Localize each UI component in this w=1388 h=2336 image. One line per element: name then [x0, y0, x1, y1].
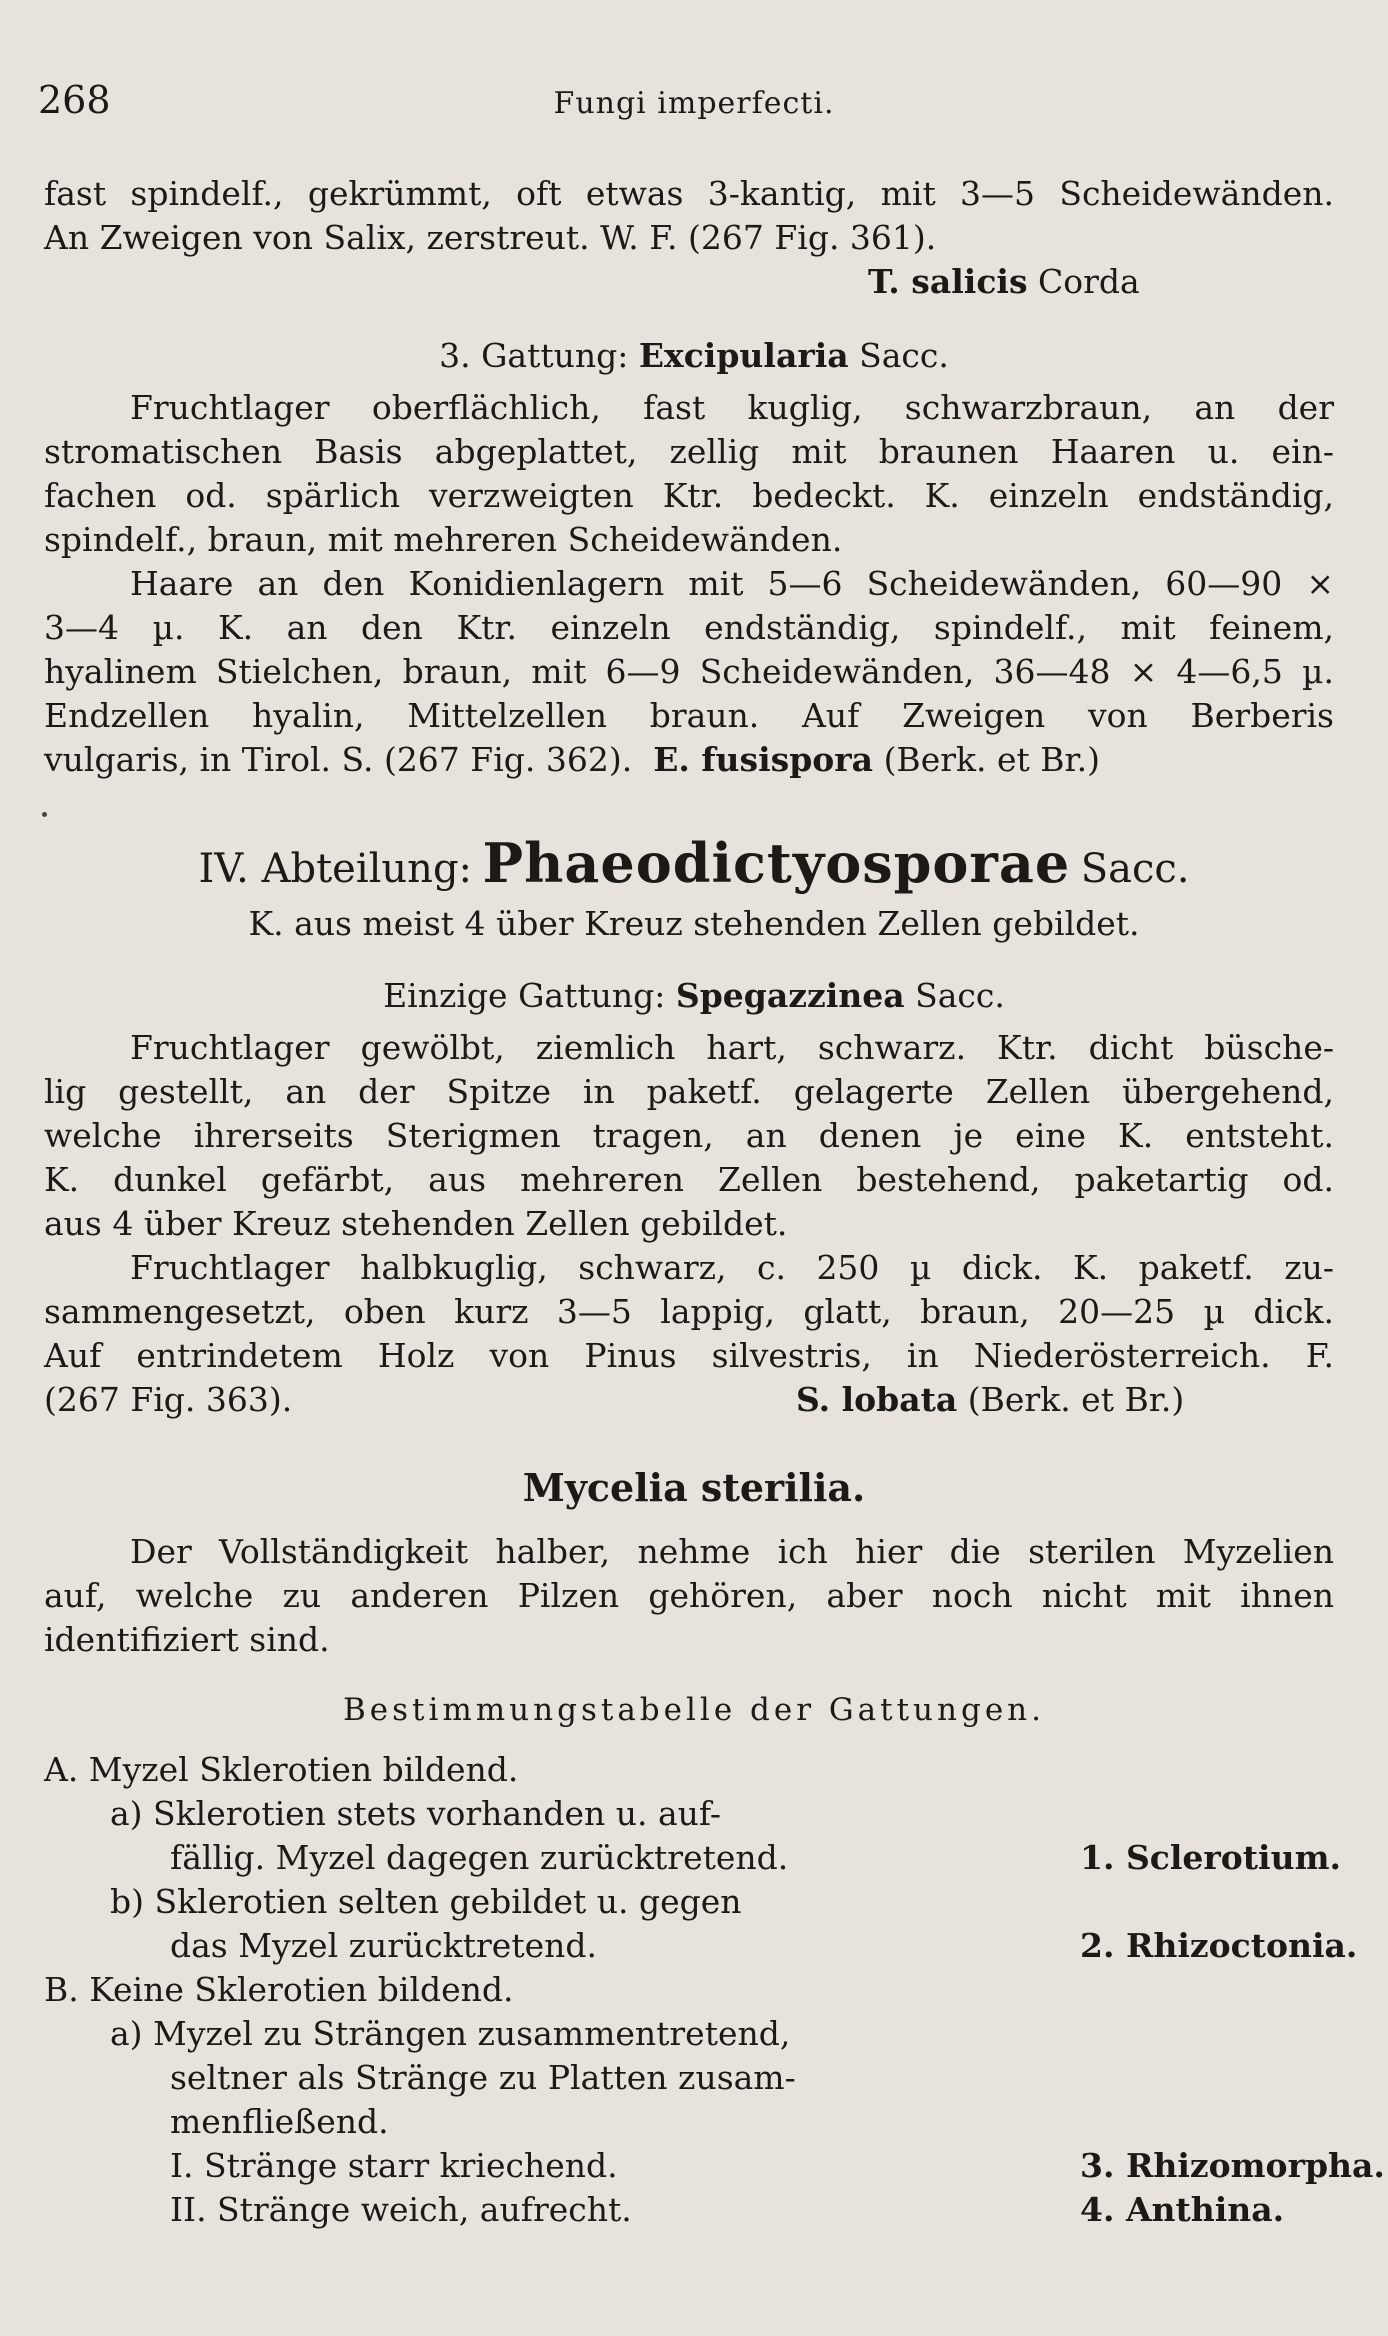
text-line: identifiziert sind.	[44, 1620, 330, 1659]
author: Corda	[1038, 262, 1140, 301]
text-line: fast spindelf., gekrümmt, oft etwas 3-kantig, mit 3—5 Scheidewänden.	[44, 174, 1334, 213]
division-heading	[0, 830, 1388, 904]
division-name: Phaeodictyosporae	[482, 831, 1071, 895]
genus-heading-prefix: 3. Gattung:	[439, 336, 629, 375]
text-line: spindelf., braun, mit mehreren Scheidewänden.	[44, 520, 843, 559]
text-line: Fruchtlager gewölbt, ziemlich hart, schwarz. Ktr. dicht büsche-	[130, 1028, 1334, 1067]
genus-author: Sacc.	[915, 976, 1005, 1015]
page-number: 268	[38, 78, 111, 122]
text-line: K. aus meist 4 über Kreuz stehenden Zellen gebildet.	[248, 904, 1140, 943]
species-name: S. lobata	[796, 1380, 958, 1419]
text-line: 3—4 µ. K. an den Ktr. einzeln endständig, spindelf., mit feinem,	[44, 608, 1334, 647]
text-line: vulgaris, in Tirol. S. (267 Fig. 362).	[44, 740, 633, 779]
genus-name: Spegazzinea	[675, 976, 905, 1015]
running-title: Fungi imperfecti.	[553, 86, 835, 121]
text-line: auf, welche zu anderen Pilzen gehören, aber noch nicht mit ihnen	[44, 1576, 1334, 1615]
species-name: E. fusispora	[653, 740, 874, 779]
species-line	[868, 260, 1288, 304]
author: (Berk. et Br.)	[967, 1380, 1185, 1419]
key-result: 2. Rhizoctonia.	[1080, 1926, 1358, 1965]
key-entry: seltner als Stränge zu Platten zusam-	[170, 2058, 796, 2097]
key-entry	[170, 2144, 1388, 2188]
key-entry: b) Sklerotien selten gebildet u. gegen	[110, 1882, 742, 1921]
key-result: 3. Rhizomorpha.	[1080, 2146, 1385, 2185]
species-line	[44, 1378, 1334, 1422]
text-line: Der Vollständigkeit halber, nehme ich hier die sterilen Myzelien	[130, 1532, 1334, 1571]
text-line: Fruchtlager oberflächlich, fast kuglig, schwarzbraun, an der	[130, 388, 1334, 427]
division-author: Sacc.	[1080, 846, 1190, 892]
text-line: (267 Fig. 363).	[44, 1380, 293, 1419]
key-entry-text: fällig. Myzel dagegen zurücktretend.	[170, 1838, 789, 1877]
text-line: Fruchtlager halbkuglig, schwarz, c. 250 µ dick. K. paketf. zu-	[130, 1248, 1334, 1287]
key-entry	[170, 2188, 1388, 2232]
section-heading: Mycelia sterilia.	[522, 1465, 866, 1510]
species-name: T. salicis	[868, 262, 1028, 301]
key-result: 1. Sclerotium.	[1080, 1838, 1341, 1877]
text-line: stromatischen Basis abgeplattet, zellig mit braunen Haaren u. ein-	[44, 432, 1334, 471]
key-entry: a) Sklerotien stets vorhanden u. auf-	[110, 1794, 722, 1833]
key-entry: B. Keine Sklerotien bildend.	[44, 1970, 514, 2009]
text-line: Endzellen hyalin, Mittelzellen braun. Auf Zweigen von Berberis	[44, 696, 1334, 735]
text-line: sammengesetzt, oben kurz 3—5 lappig, glatt, braun, 20—25 µ dick.	[44, 1292, 1334, 1331]
division-prefix: IV. Abteilung:	[198, 846, 473, 892]
ink-dot	[42, 812, 47, 817]
key-entry-text: das Myzel zurücktretend.	[170, 1926, 597, 1965]
text-line: aus 4 über Kreuz stehenden Zellen gebildet.	[44, 1204, 788, 1243]
text-line: Haare an den Konidienlagern mit 5—6 Scheidewänden, 60—90 ×	[130, 564, 1334, 603]
species-entry	[796, 1378, 1184, 1422]
author: (Berk. et Br.)	[883, 740, 1101, 779]
genus-heading	[0, 974, 1388, 1018]
text-line: fachen od. spärlich verzweigten Ktr. bedeckt. K. einzeln endständig,	[44, 476, 1334, 515]
text-line: Auf entrindetem Holz von Pinus silvestris, in Niederösterreich. F.	[44, 1336, 1334, 1375]
genus-heading	[0, 334, 1388, 378]
text-line: welche ihrerseits Sterigmen tragen, an denen je eine K. entsteht.	[44, 1116, 1334, 1155]
key-entry	[170, 1836, 1388, 1880]
text-line: An Zweigen von Salix, zerstreut. W. F. (267 Fig. 361).	[44, 218, 937, 257]
table-title: Bestimmungstabelle der Gattungen.	[342, 1692, 1045, 1728]
key-entry-text: I. Stränge starr kriechend.	[170, 2146, 618, 2185]
key-result: 4. Anthina.	[1080, 2190, 1285, 2229]
key-entry	[170, 1924, 1388, 1968]
key-entry: a) Myzel zu Strängen zusammentretend,	[110, 2014, 791, 2053]
text-line: hyalinem Stielchen, braun, mit 6—9 Scheidewänden, 36—48 × 4—6,5 µ.	[44, 652, 1334, 691]
species-line	[44, 738, 1334, 782]
key-entry: A. Myzel Sklerotien bildend.	[44, 1750, 519, 1789]
text-line: K. dunkel gefärbt, aus mehreren Zellen bestehend, paketartig od.	[44, 1160, 1334, 1199]
genus-author: Sacc.	[859, 336, 949, 375]
key-entry-text: II. Stränge weich, aufrecht.	[170, 2190, 632, 2229]
genus-heading-prefix: Einzige Gattung:	[383, 976, 666, 1015]
genus-name: Excipularia	[638, 336, 849, 375]
key-entry: menfließend.	[170, 2102, 389, 2141]
text-line: lig gestellt, an der Spitze in paketf. gelagerte Zellen übergehend,	[44, 1072, 1334, 1111]
